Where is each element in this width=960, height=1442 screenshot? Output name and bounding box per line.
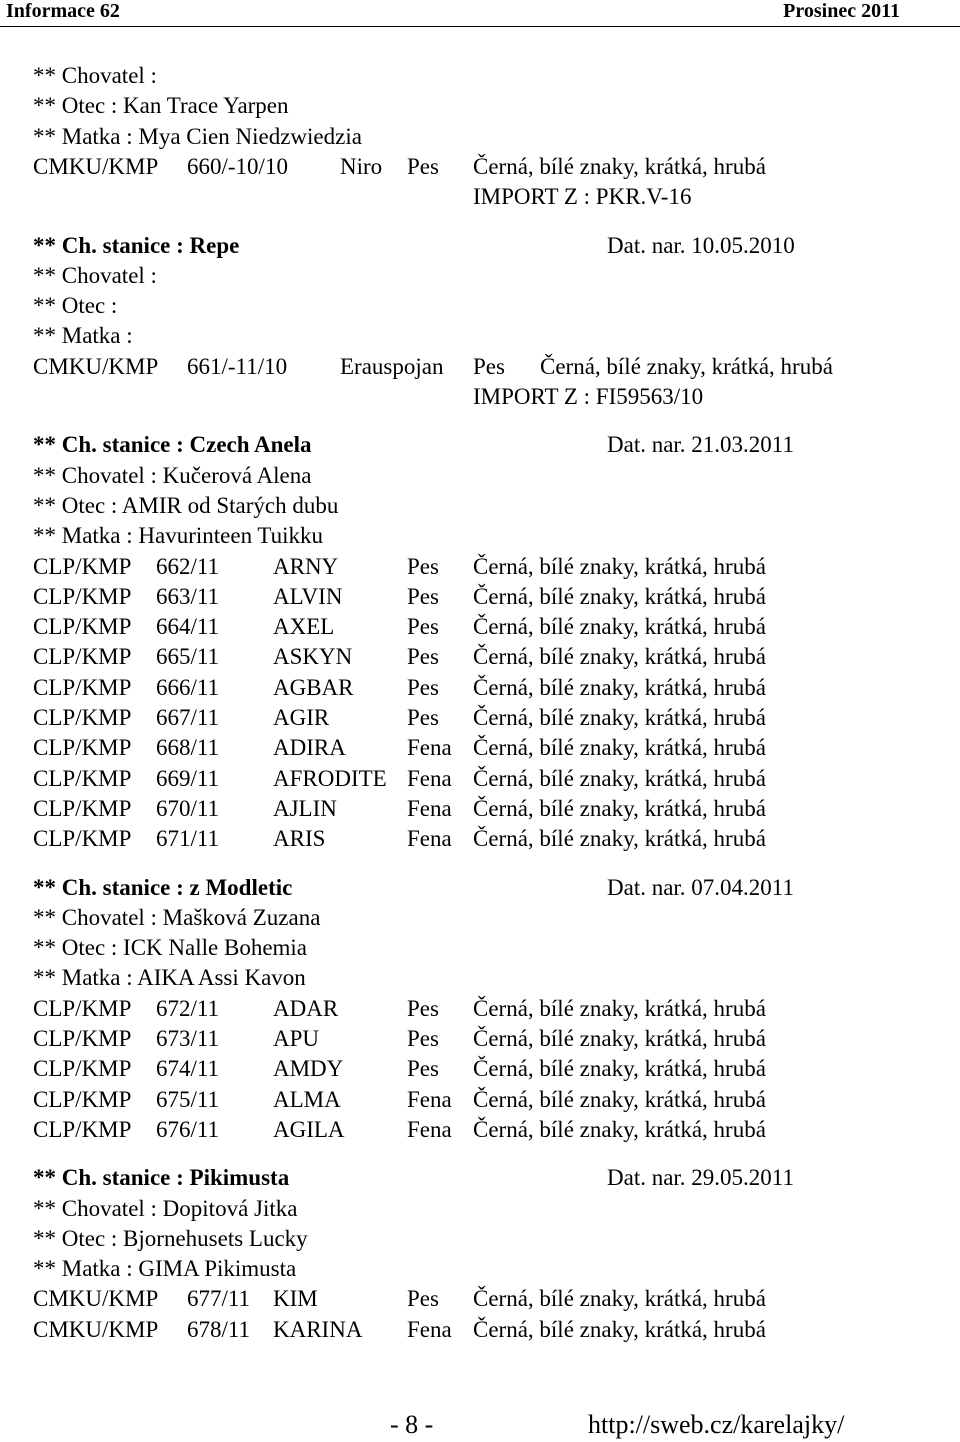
dog-name: ADAR [273, 995, 339, 1021]
litter-entry [0, 352, 960, 382]
coat-description: Černá, bílé znaky, krátká, hrubá [473, 735, 766, 761]
coat-description: Černá, bílé znaky, krátká, hrubá [473, 705, 766, 730]
dog-sex: Fena [407, 795, 452, 821]
litter-entry [0, 642, 960, 672]
coat-description: Černá, bílé znaky, krátká, hrubá [473, 795, 766, 821]
dog-sex: Pes [407, 995, 439, 1021]
station-name: ** Ch. stanice : Czech Anela [33, 432, 312, 458]
dog-name: AGIR [273, 705, 330, 730]
litter-entry [0, 733, 960, 763]
station-name: ** Ch. stanice : Pikimusta [33, 1165, 290, 1191]
registry-code: CMKU/KMP [33, 1316, 159, 1342]
registry-code: CLP/KMP [33, 1086, 132, 1112]
coat-description: Černá, bílé znaky, krátká, hrubá [473, 1116, 766, 1142]
dog-name: AXEL [273, 614, 335, 640]
dog-name: AMDY [273, 1056, 344, 1082]
registration-number: 663/11 [156, 583, 220, 609]
dog-sex: Pes [407, 583, 439, 609]
pedigree-text: ** Matka : [33, 323, 133, 349]
dog-name: ADIRA [273, 735, 346, 761]
pedigree-text: ** Otec : [33, 293, 118, 319]
birth-date: Dat. nar. 21.03.2011 [607, 432, 794, 458]
pedigree-line [0, 1224, 960, 1254]
coat-description: Černá, bílé znaky, krátká, hrubá [473, 1316, 766, 1342]
registration-number: 665/11 [156, 644, 220, 670]
litter-entry [0, 552, 960, 582]
registry-code: CLP/KMP [33, 644, 132, 670]
dog-name: ALMA [273, 1086, 341, 1112]
registry-code: CLP/KMP [33, 826, 132, 852]
pedigree-text: ** Chovatel : [33, 262, 157, 288]
issue-title: Informace 62 [6, 0, 120, 22]
registration-number: 678/11 [187, 1316, 251, 1342]
dog-name: ALVIN [273, 583, 343, 609]
litter-entry [0, 673, 960, 703]
pedigree-line [0, 491, 960, 521]
station-name: ** Ch. stanice : Repe [33, 232, 240, 258]
dog-name: KIM [273, 1286, 318, 1312]
litter-entry [0, 1085, 960, 1115]
pedigree-line [0, 521, 960, 551]
registry-code: CLP/KMP [33, 583, 132, 609]
station-header [0, 873, 960, 903]
litter-entry [0, 612, 960, 642]
registration-number: 675/11 [156, 1086, 220, 1112]
registry-code: CLP/KMP [33, 674, 132, 700]
registration-number: 676/11 [156, 1116, 220, 1142]
dog-sex: Pes [407, 1026, 439, 1051]
dog-sex: Pes [407, 553, 439, 579]
dog-sex: Pes [407, 674, 439, 700]
dog-sex: Fena [407, 1316, 452, 1342]
dog-sex: Pes [407, 644, 439, 670]
dog-name: AGILA [273, 1116, 345, 1142]
import-origin: IMPORT Z : FI59563/10 [473, 384, 704, 409]
pedigree-text: ** Matka : AIKA Assi Kavon [33, 965, 306, 991]
coat-description: Černá, bílé znaky, krátká, hrubá [540, 353, 833, 379]
station-header [0, 231, 960, 261]
pedigree-text: ** Chovatel : Dopitová Jitka [33, 1195, 298, 1221]
registry-code: CLP/KMP [33, 765, 132, 791]
dog-sex: Fena [407, 826, 452, 852]
pedigree-text: ** Matka : Mya Cien Niedzwiedzia [33, 123, 362, 149]
pedigree-line [0, 261, 960, 291]
litter-entry [0, 582, 960, 612]
dog-name: AFRODITE [273, 765, 387, 791]
birth-date: Dat. nar. 10.05.2010 [607, 232, 795, 258]
dog-sex: Fena [407, 1116, 452, 1142]
pedigree-line [0, 321, 960, 351]
registry-code: CLP/KMP [33, 1026, 132, 1051]
registration-number: 662/11 [156, 553, 220, 579]
station-name: ** Ch. stanice : z Modletic [33, 874, 293, 900]
page-header [0, 0, 960, 27]
coat-description: Černá, bílé znaky, krátká, hrubá [473, 1086, 766, 1112]
page-footer [0, 1410, 960, 1442]
coat-description: Černá, bílé znaky, krátká, hrubá [473, 614, 766, 640]
dog-sex: Pes [407, 705, 439, 730]
dog-name: Niro [340, 153, 383, 179]
litter-entry [0, 1284, 960, 1314]
pedigree-line [0, 1254, 960, 1284]
registry-code: CLP/KMP [33, 614, 132, 640]
registry-code: CLP/KMP [33, 995, 132, 1021]
dog-name: ASKYN [273, 644, 353, 670]
dog-name: Erauspojan [340, 353, 444, 379]
page-number: - 8 - [390, 1410, 434, 1439]
registry-code: CLP/KMP [33, 1116, 132, 1142]
registration-number: 668/11 [156, 735, 220, 761]
litter-entry [0, 994, 960, 1024]
pedigree-text: ** Otec : ICK Nalle Bohemia [33, 935, 308, 961]
coat-description: Černá, bílé znaky, krátká, hrubá [473, 826, 766, 852]
pedigree-text: ** Otec : Kan Trace Yarpen [33, 93, 289, 119]
birth-date: Dat. nar. 29.05.2011 [607, 1165, 794, 1191]
pedigree-text: ** Chovatel : Mašková Zuzana [33, 904, 321, 930]
registration-number: 660/-10/10 [187, 153, 288, 179]
registration-number: 664/11 [156, 614, 220, 640]
dog-sex: Pes [407, 1286, 439, 1312]
dog-name: ARNY [273, 553, 339, 579]
pedigree-line [0, 91, 960, 121]
dog-sex: Fena [407, 735, 452, 761]
pedigree-line [0, 291, 960, 321]
registry-code: CLP/KMP [33, 553, 132, 579]
coat-description: Černá, bílé znaky, krátká, hrubá [473, 1026, 766, 1051]
registry-code: CMKU/KMP [33, 1286, 159, 1312]
coat-description: Černá, bílé znaky, krátká, hrubá [473, 1286, 766, 1312]
registration-number: 670/11 [156, 795, 220, 821]
litter-entry [0, 824, 960, 854]
birth-date: Dat. nar. 07.04.2011 [607, 874, 794, 900]
registration-number: 661/-11/10 [187, 353, 288, 379]
dog-sex: Pes [407, 153, 439, 179]
registration-number: 672/11 [156, 995, 220, 1021]
litter-entry [0, 152, 960, 182]
registration-number: 669/11 [156, 765, 220, 791]
registration-number: 667/11 [156, 705, 220, 730]
coat-description: Černá, bílé znaky, krátká, hrubá [473, 995, 766, 1021]
registry-code: CMKU/KMP [33, 153, 159, 179]
import-origin: IMPORT Z : PKR.V-16 [473, 184, 692, 210]
registry-code: CLP/KMP [33, 735, 132, 761]
registration-number: 671/11 [156, 826, 220, 852]
pedigree-text: ** Otec : Bjornehusets Lucky [33, 1225, 308, 1251]
coat-description: Černá, bílé znaky, krátká, hrubá [473, 1056, 766, 1082]
litter-entry [0, 794, 960, 824]
issue-date: Prosinec 2011 [783, 0, 900, 22]
registry-code: CLP/KMP [33, 1056, 132, 1082]
pedigree-line [0, 461, 960, 491]
pedigree-line [0, 1194, 960, 1224]
pedigree-text: ** Chovatel : [33, 63, 157, 88]
coat-description: Černá, bílé znaky, krátká, hrubá [473, 553, 766, 579]
pedigree-line [0, 963, 960, 993]
litter-entry [0, 1115, 960, 1145]
dog-sex: Fena [407, 765, 452, 791]
coat-description: Černá, bílé znaky, krátká, hrubá [473, 583, 766, 609]
registry-code: CLP/KMP [33, 795, 132, 821]
dog-name: ARIS [273, 826, 326, 852]
pedigree-line [0, 933, 960, 963]
import-line [0, 182, 960, 212]
pedigree-text: ** Otec : AMIR od Starých dubu [33, 492, 339, 518]
registration-number: 677/11 [187, 1286, 251, 1312]
dog-name: APU [273, 1026, 320, 1051]
dog-sex: Pes [407, 1056, 439, 1082]
station-header [0, 430, 960, 460]
registration-number: 666/11 [156, 674, 220, 700]
registration-number: 673/11 [156, 1026, 220, 1051]
litter-entry [0, 703, 960, 733]
pedigree-line [0, 903, 960, 933]
pedigree-text: ** Chovatel : Kučerová Alena [33, 462, 312, 488]
registry-code: CMKU/KMP [33, 353, 159, 379]
dog-name: AGBAR [273, 674, 354, 700]
coat-description: Černá, bílé znaky, krátká, hrubá [473, 153, 766, 179]
pedigree-line [0, 61, 960, 91]
coat-description: Černá, bílé znaky, krátká, hrubá [473, 674, 766, 700]
registration-number: 674/11 [156, 1056, 220, 1082]
station-header [0, 1163, 960, 1193]
dog-sex: Fena [407, 1086, 452, 1112]
dog-sex: Pes [407, 614, 439, 640]
coat-description: Černá, bílé znaky, krátká, hrubá [473, 765, 766, 791]
coat-description: Černá, bílé znaky, krátká, hrubá [473, 644, 766, 670]
dog-name: AJLIN [273, 795, 337, 821]
pedigree-text: ** Matka : GIMA Pikimusta [33, 1256, 297, 1282]
pedigree-line [0, 122, 960, 152]
registry-code: CLP/KMP [33, 705, 132, 730]
import-line [0, 382, 960, 412]
litter-entry [0, 1315, 960, 1345]
litter-entry [0, 1024, 960, 1054]
dog-sex: Pes [473, 353, 505, 379]
dog-name: KARINA [273, 1316, 363, 1342]
footer-url: http://sweb.cz/karelajky/ [588, 1410, 845, 1439]
litter-entry [0, 764, 960, 794]
litter-entry [0, 1054, 960, 1084]
pedigree-text: ** Matka : Havurinteen Tuikku [33, 523, 324, 549]
